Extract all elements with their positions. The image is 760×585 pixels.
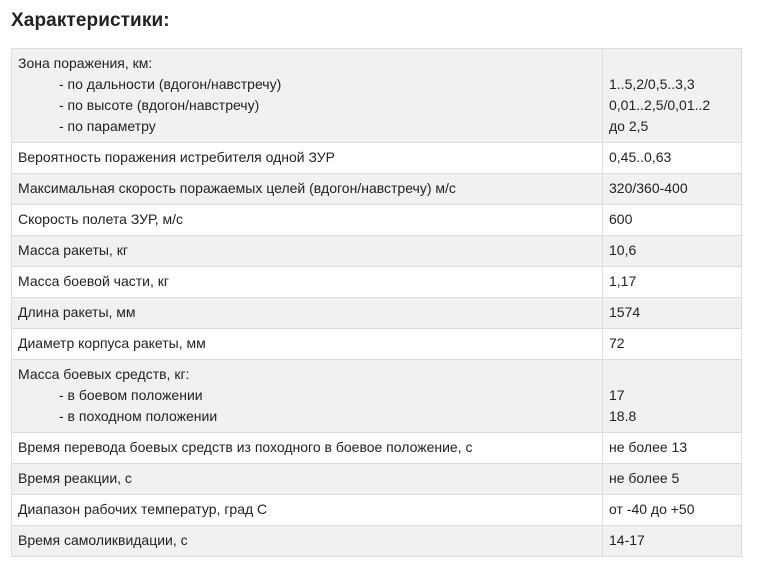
value-cell — [603, 174, 742, 205]
parameter-cell — [12, 236, 603, 267]
parameter-label: Длина ракеты, мм — [18, 304, 136, 320]
value-cell — [603, 205, 742, 236]
parameter-value: 17 — [609, 387, 625, 403]
value-cell — [603, 464, 742, 495]
parameter-value: 1574 — [609, 304, 641, 320]
parameter-cell — [12, 360, 603, 433]
parameter-label: Диаметр корпуса ракеты, мм — [18, 335, 206, 351]
parameter-value: 14-17 — [609, 532, 645, 548]
parameter-cell — [12, 298, 603, 329]
parameter-value: не более 5 — [609, 470, 680, 486]
parameter-label: Диапазон рабочих температур, град С — [18, 501, 268, 517]
parameter-cell — [12, 495, 603, 526]
value-cell — [603, 360, 742, 433]
parameter-label: Масса боевых средств, кг: — [18, 366, 190, 382]
section-title: Характеристики: — [11, 10, 170, 31]
parameter-value: 320/360-400 — [609, 180, 688, 196]
parameter-value: 1..5,2/0,5..3,3 — [609, 76, 695, 92]
value-cell — [603, 267, 742, 298]
sub-parameter-label: - по параметру — [59, 118, 156, 134]
table-row — [12, 174, 742, 205]
table-row — [12, 329, 742, 360]
table-row — [12, 526, 742, 557]
parameter-value: 0,45..0,63 — [609, 149, 672, 165]
parameter-cell — [12, 174, 603, 205]
sub-parameter-label: - в боевом положении — [59, 387, 203, 403]
parameter-cell — [12, 329, 603, 360]
parameter-cell — [12, 526, 603, 557]
parameter-cell — [12, 464, 603, 495]
specs-table — [11, 48, 742, 557]
parameter-value: 10,6 — [609, 242, 637, 258]
parameter-cell — [12, 267, 603, 298]
parameter-value: 600 — [609, 211, 633, 227]
table-row — [12, 298, 742, 329]
parameter-cell — [12, 49, 603, 143]
parameter-value: не более 13 — [609, 439, 688, 455]
parameter-label: Масса боевой части, кг — [18, 273, 169, 289]
parameter-cell — [12, 433, 603, 464]
value-cell — [603, 143, 742, 174]
value-spacer — [609, 53, 735, 74]
parameter-label: Зона поражения, км: — [18, 55, 153, 71]
table-row — [12, 433, 742, 464]
parameter-value: 18.8 — [609, 408, 637, 424]
sub-parameter-label: - по высоте (вдогон/навстречу) — [59, 97, 260, 113]
table-row — [12, 143, 742, 174]
value-cell — [603, 329, 742, 360]
parameter-label: Скорость полета ЗУР, м/с — [18, 211, 184, 227]
parameter-cell — [12, 205, 603, 236]
parameter-label: Время самоликвидации, с — [18, 532, 188, 548]
parameter-label: Время перевода боевых средств из походного в боевое положение, с — [18, 439, 473, 455]
parameter-label: Масса ракеты, кг — [18, 242, 128, 258]
table-row — [12, 205, 742, 236]
value-cell — [603, 433, 742, 464]
parameter-value: 1,17 — [609, 273, 637, 289]
sub-parameter-label: - по дальности (вдогон/навстречу) — [59, 76, 282, 92]
value-cell — [603, 236, 742, 267]
value-cell — [603, 495, 742, 526]
value-cell — [603, 298, 742, 329]
parameter-cell — [12, 143, 603, 174]
table-row — [12, 49, 742, 143]
table-row — [12, 236, 742, 267]
parameter-value: до 2,5 — [609, 118, 649, 134]
value-cell — [603, 526, 742, 557]
table-row — [12, 495, 742, 526]
parameter-value: 72 — [609, 335, 625, 351]
table-row — [12, 360, 742, 433]
parameter-label: Вероятность поражения истребителя одной ЗУР — [18, 149, 336, 165]
value-spacer — [609, 364, 735, 385]
value-cell — [603, 49, 742, 143]
parameter-value: 0,01..2,5/0,01..2 — [609, 97, 711, 113]
parameter-label: Время реакции, с — [18, 470, 132, 486]
parameter-label: Максимальная скорость поражаемых целей (вдогон/навстречу) м/с — [18, 180, 456, 196]
table-row — [12, 267, 742, 298]
sub-parameter-label: - в походном положении — [59, 408, 218, 424]
table-row — [12, 464, 742, 495]
parameter-value: от -40 до +50 — [609, 501, 695, 517]
